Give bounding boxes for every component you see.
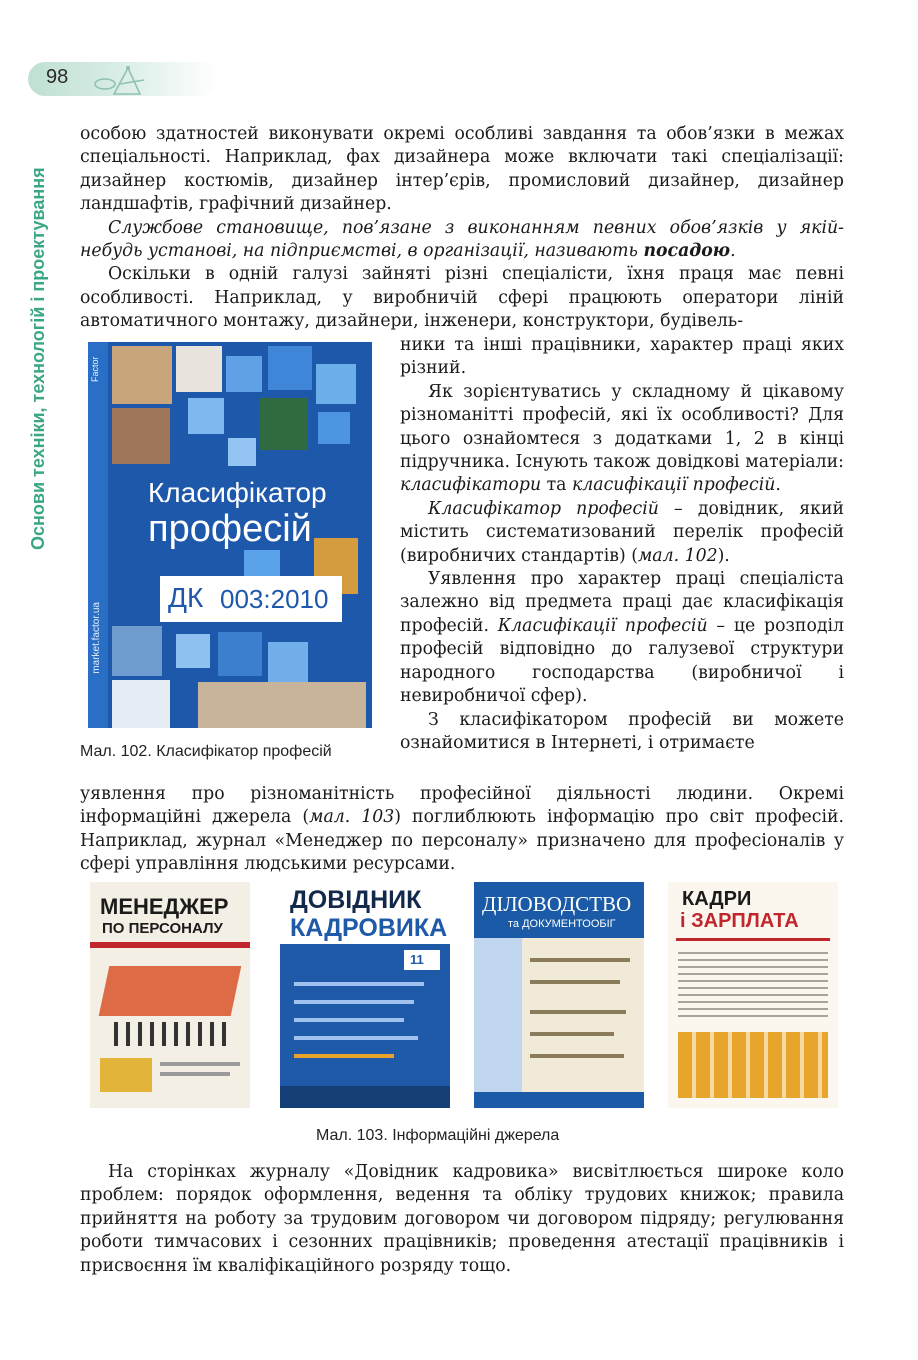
photo-tile (112, 346, 172, 404)
paragraph: особою здатностей виконувати окремі особливі завдання та обов’язки в межах спеціальності. Наприклад, фах дизайнера може включати такі спеціалізації: дизайнер костюмів, дизайнер інтер’єрів, промисловий дизайнер, дизайнер ландшафтів, графічний дизайнер. (80, 124, 844, 215)
photo-tile (198, 682, 366, 728)
cover-text-line (530, 980, 620, 984)
cover-calendar (678, 1032, 828, 1098)
cover-text-line (294, 1036, 418, 1040)
cover-subtitle: ПО ПЕРСОНАЛУ (102, 920, 223, 937)
cover-title-line1: Класифікатор (148, 477, 327, 508)
figure-102-classifier-cover (88, 342, 372, 728)
cover-text-line (294, 1054, 394, 1058)
figure-102-caption: Мал. 102. Класифікатор професій (80, 743, 332, 760)
cover-footer (280, 1086, 450, 1108)
paragraph: На сторінках журналу «Довідник кадровика» висвітлюється широке коло проблем: порядок оформлення, ведення та обліку трудових книжок; правила прийняття на роботу за трудовим договором чи договором підряду; регулювання роботи тимчасових і сезонних працівників; проведення атестації працівників і присвоєння їм кваліфікаційного розряду тощо. (80, 1162, 844, 1276)
cover-code-prefix: ДК (168, 582, 204, 613)
cover-illustration (99, 966, 242, 1016)
photo-tile (112, 680, 170, 728)
cover-text-line (294, 982, 424, 986)
cover-code: 003:2010 (220, 584, 329, 614)
cover-text-line (530, 1010, 626, 1014)
cover-subtitle: і ЗАРПЛАТА (680, 910, 799, 932)
text-block-bottom (80, 1161, 844, 1278)
cover-text-line (160, 1072, 230, 1076)
brand-logo: Factor (90, 356, 100, 382)
cover-badge (100, 1058, 152, 1092)
cover-text-line (160, 1062, 240, 1066)
cover-illustration (114, 1022, 226, 1046)
magazine-cover-kadry-zarplata (668, 882, 838, 1108)
photo-tile (176, 346, 222, 392)
photo-tile (316, 364, 356, 404)
paragraph: З класифікатором професій ви можете ознайомитися в Інтернеті, і отримаєте (400, 709, 844, 753)
photo-tile (268, 346, 312, 390)
paragraph-definition: Службове становище, пов’язане з виконанням певних обов’язків у якій-небудь установі, на підприємстві, в організації, називають посадою. (80, 217, 844, 262)
photo-tile (228, 438, 256, 466)
photo-tile (218, 632, 262, 676)
issue-number: 11 (410, 952, 424, 967)
cover-stripe (676, 938, 830, 941)
paragraph: уявлення про різноманітність професійної діяльності людини. Окремі інформаційні джерела (мал. 103) поглиблюють інформацію про світ професій. Наприклад, журнал «Менеджер по персоналу» призначено для професіоналів у сфері управління людськими ресурсами. (80, 784, 844, 875)
photo-tile (112, 626, 162, 676)
cover-subtitle: КАДРОВИКА (290, 914, 448, 942)
cover-title-line2: професій (148, 508, 312, 550)
photo-tile (176, 634, 210, 668)
photo-tile (226, 356, 262, 392)
spine-url: market.factor.ua (91, 602, 102, 674)
magazine-cover-dilovodstvo (474, 882, 644, 1108)
photo-tile (268, 642, 308, 682)
paragraph: ники та інші працівники, характер праці яких різний. (400, 335, 844, 379)
cover-text-line (530, 958, 630, 962)
cover-photo (474, 938, 522, 1108)
side-section-label: Основи техніки, технологій і проектування (28, 167, 48, 550)
text-block-top (80, 123, 844, 334)
cover-title: МЕНЕДЖЕР (100, 894, 229, 919)
paragraph: Оскільки в одній галузі зайняті різні спеціалісти, їхня праця має певні особливості. Наприклад, у виробничій сфері працюють оператори ліній автоматичного монтажу, дизайнери, інженери, конструктори, будівель- (80, 264, 844, 332)
cover-title: ДІЛОВОДСТВО (482, 892, 632, 916)
text-block-middle (80, 783, 844, 877)
paragraph: Класифікатор професій – довідник, який містить систематизований перелік професій (виробничих стандартів) (мал. 102). (400, 498, 844, 566)
cover-subtitle: та ДОКУМЕНТООБІГ (508, 918, 616, 930)
cover-title: ДОВІДНИК (290, 886, 422, 914)
magazine-cover-manager (90, 882, 250, 1108)
cover-text-line (530, 1054, 624, 1058)
cover-footer (474, 1092, 644, 1108)
cover-text-line (530, 1032, 614, 1036)
paragraph: Як зорієнтуватись у складному й цікавому різноманітті професій, які їх особливості? Для цього ознайомтеся з додатками 1, 2 в кінці підручника. Існують також довідкові матеріали: класифікатори та класифікації професій. (400, 381, 844, 496)
magazine-cover-dovidnyk (280, 882, 450, 1108)
paragraph: Уявлення про характер праці спеціаліста залежно від предмета праці дає класифікація професій. Класифікації професій – це розподіл професій відповідно до галузевої структури народного господарства (виробничої і невиробничої сфер). (400, 569, 844, 707)
page-number: 98 (46, 66, 69, 88)
cover-text-columns (678, 952, 828, 1022)
cover-stripe (90, 942, 250, 948)
figure-103-caption: Мал. 103. Інформаційні джерела (316, 1127, 560, 1144)
cover-text-line (294, 1000, 414, 1004)
photo-tile (260, 398, 308, 450)
cover-title: КАДРИ (682, 888, 752, 910)
compass-tools-icon (92, 64, 148, 98)
photo-tile (318, 412, 350, 444)
photo-tile (188, 398, 224, 434)
text-block-right-column (400, 334, 844, 755)
cover-text-line (294, 1018, 404, 1022)
photo-tile (112, 408, 170, 464)
